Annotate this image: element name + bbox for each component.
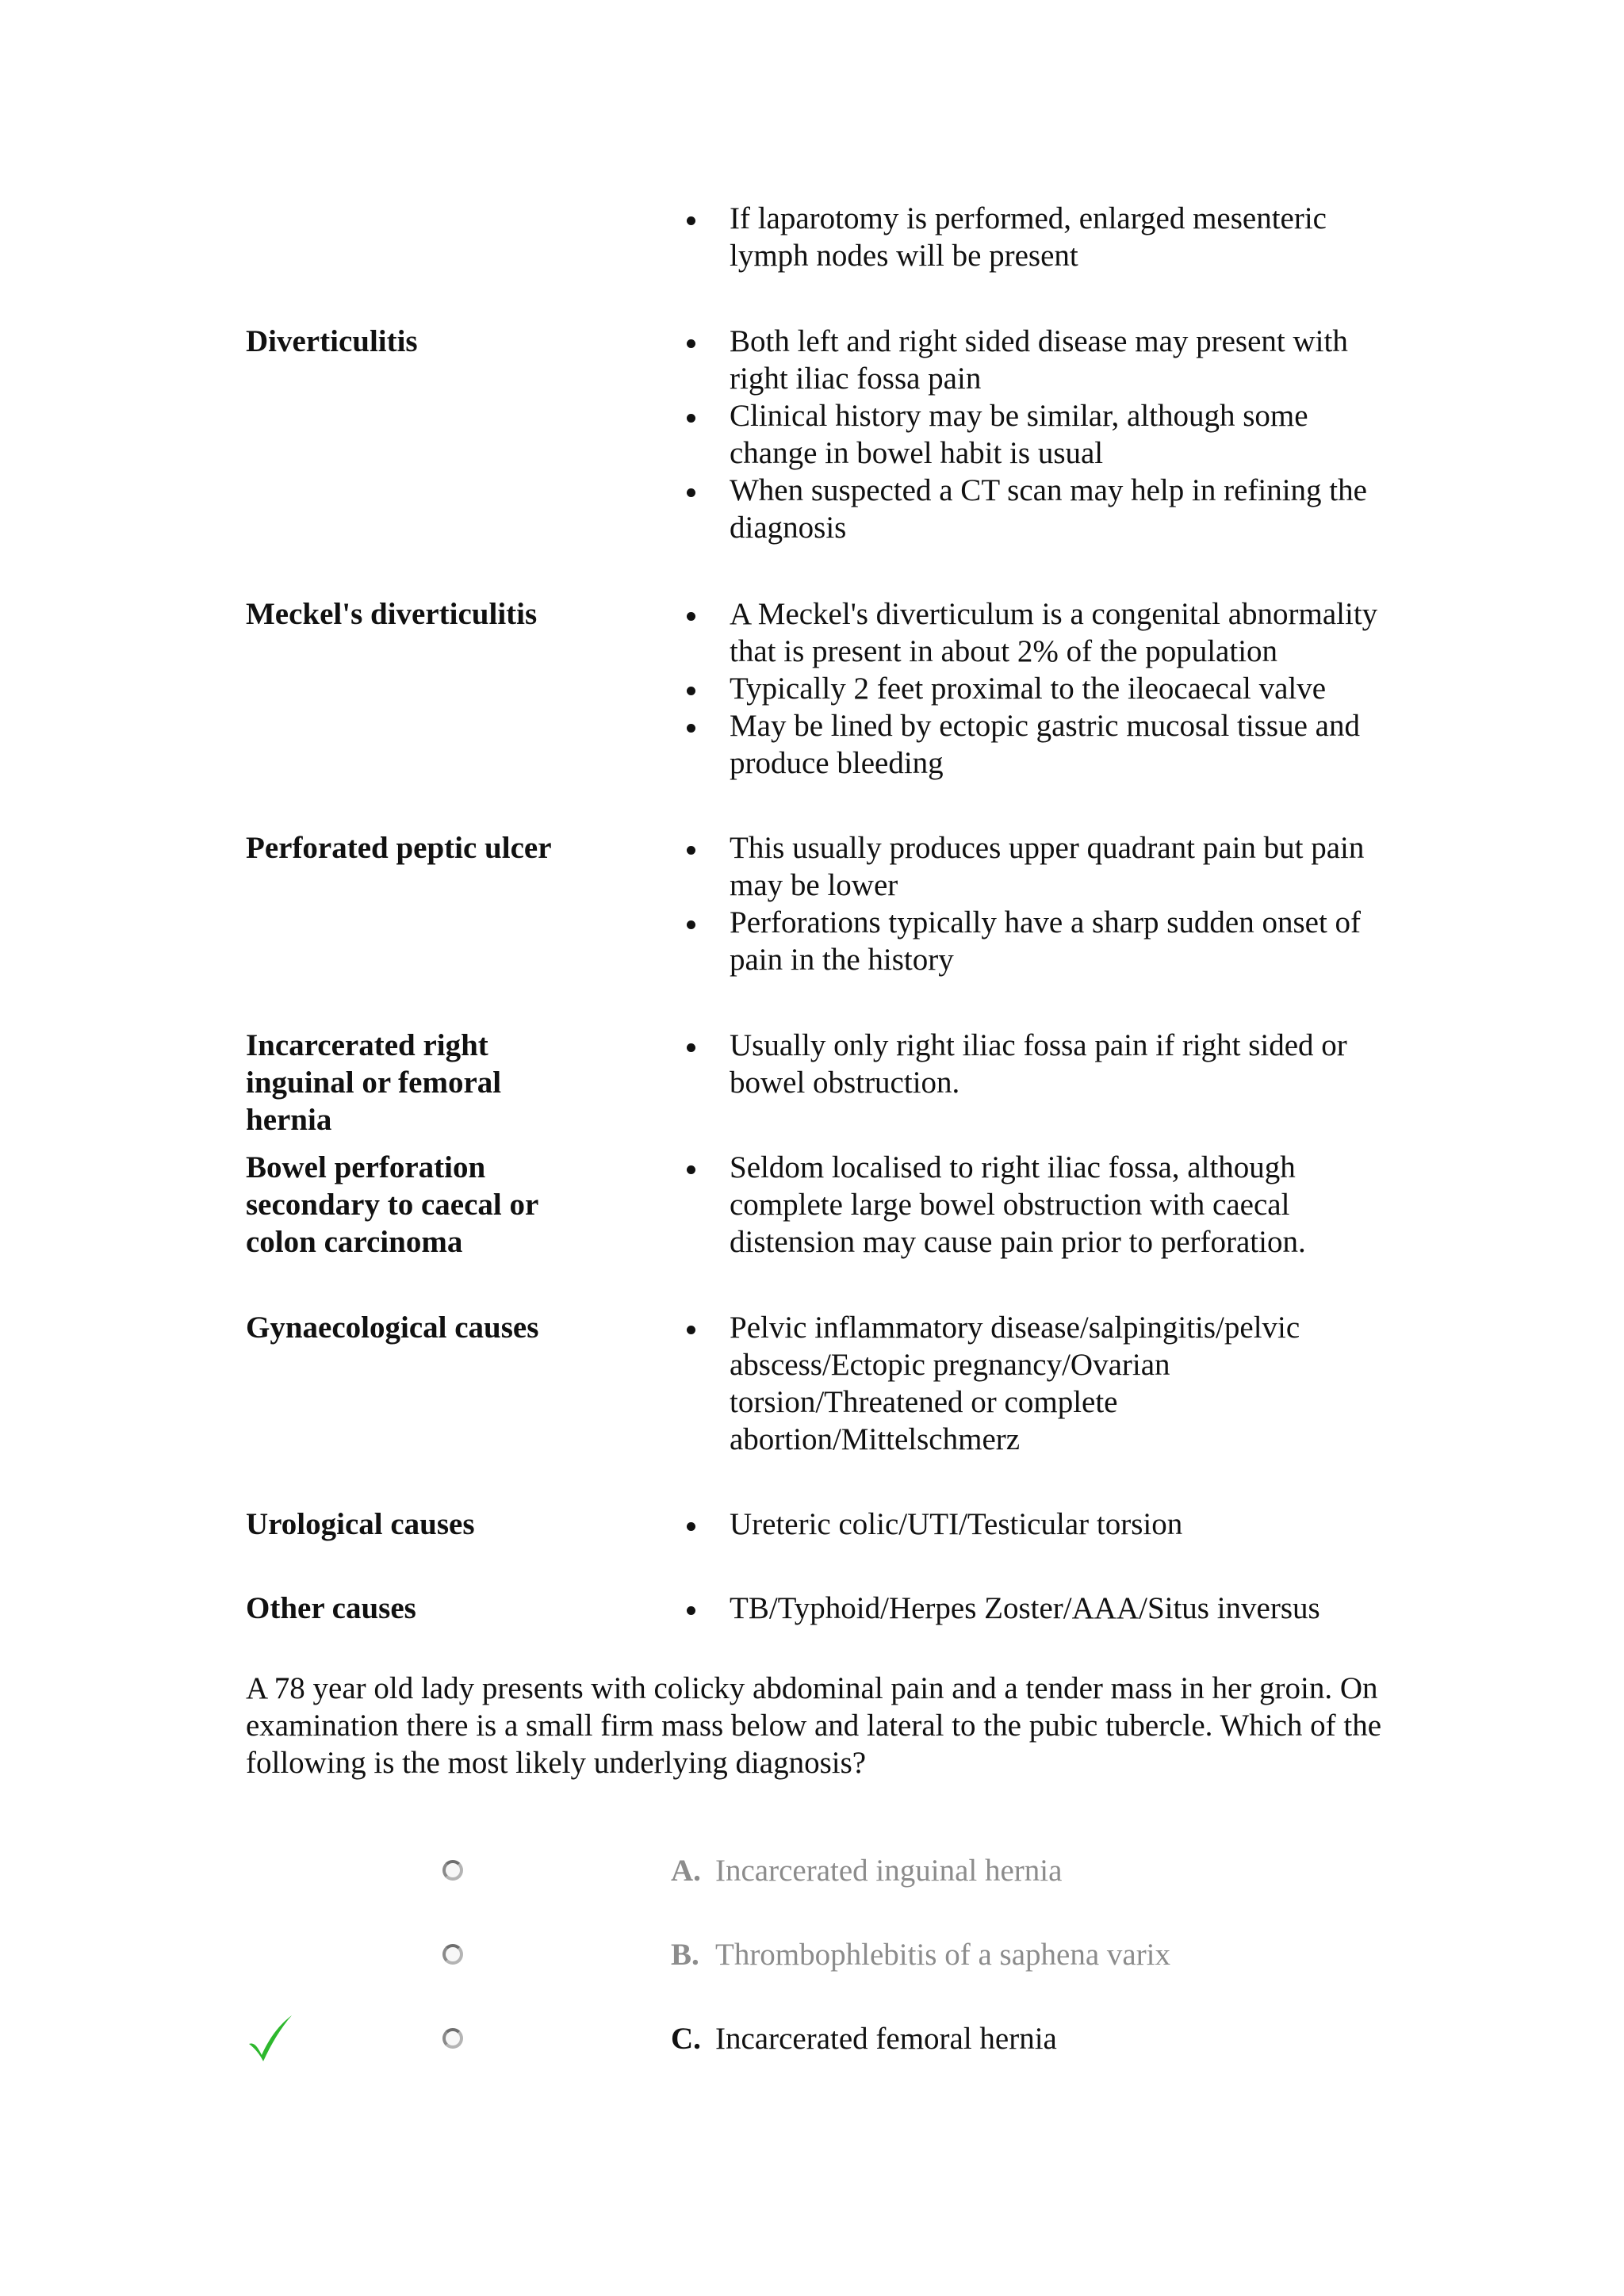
radio-button-icon[interactable] <box>442 1860 463 1881</box>
bullet-list <box>687 1590 1385 1627</box>
cause-label: Meckel's diverticulitis <box>246 597 538 631</box>
bullet-list <box>687 200 1385 274</box>
cause-label: Perforated peptic ulcer <box>246 831 552 865</box>
checkmark-icon <box>246 2014 293 2064</box>
bullet-item: When suspected a CT scan may help in refining the diagnosis <box>687 472 1385 546</box>
bullet-item: Perforations typically have a sharp sudden onset of pain in the history <box>687 904 1385 978</box>
bullet-item: Pelvic inflammatory disease/salpingitis/pelvic abscess/Ectopic pregnancy/Ovarian torsion/Threatened or complete abortion/Mittelschmerz <box>687 1309 1308 1458</box>
option-letter: B. <box>671 1938 699 1972</box>
radio-button-icon[interactable] <box>442 2028 463 2049</box>
bullet-item: If laparotomy is performed, enlarged mesenteric lymph nodes will be present <box>687 200 1385 274</box>
radio-button-icon[interactable] <box>442 1944 463 1965</box>
option-text: Thrombophlebitis of a saphena varix <box>715 1938 1171 1972</box>
bullet-item: Seldom localised to right iliac fossa, although complete large bowel obstruction with caecal distension may cause pain prior to perforation. <box>687 1149 1385 1261</box>
cause-label: Incarcerated right inguinal or femoral hernia <box>246 1028 502 1137</box>
option-text: Incarcerated femoral hernia <box>715 2022 1057 2056</box>
bullet-item: Ureteric colic/UTI/Testicular torsion <box>687 1506 1385 1543</box>
bullet-item: A Meckel's diverticulum is a congenital abnormality that is present in about 2% of the population <box>687 595 1385 670</box>
bullet-item: This usually produces upper quadrant pain but pain may be lower <box>687 829 1385 904</box>
bullet-item: Both left and right sided disease may present with right iliac fossa pain <box>687 323 1385 397</box>
bullet-list <box>687 595 1385 782</box>
option-letter: C. <box>671 2022 701 2056</box>
option-text: Incarcerated inguinal hernia <box>715 1854 1063 1888</box>
answer-option-a[interactable] <box>0 1847 1624 1895</box>
bullet-item: TB/Typhoid/Herpes Zoster/AAA/Situs inversus <box>687 1590 1385 1627</box>
bullet-item: May be lined by ectopic gastric mucosal tissue and produce bleeding <box>687 707 1385 782</box>
bullet-item: Clinical history may be similar, although some change in bowel habit is usual <box>687 397 1385 472</box>
cause-label: Gynaecological causes <box>246 1311 539 1345</box>
bullet-list <box>687 323 1385 546</box>
bullet-list <box>687 1027 1385 1101</box>
bullet-item: Typically 2 feet proximal to the ileocaecal valve <box>687 670 1385 707</box>
question-stem: A 78 year old lady presents with colicky abdominal pain and a tender mass in her groin. On examination there is a small firm mass below and lateral to the pubic tubercle. Which of the following is the most likely underlying diagnosis? <box>246 1671 1382 1780</box>
cause-label: Urological causes <box>246 1507 475 1541</box>
answer-option-b[interactable] <box>0 1931 1624 1979</box>
bullet-list <box>687 1506 1385 1543</box>
answer-option-c[interactable] <box>0 2015 1624 2063</box>
bullet-item: Usually only right iliac fossa pain if right sided or bowel obstruction. <box>687 1027 1385 1101</box>
bullet-list <box>687 1149 1385 1261</box>
cause-label: Bowel perforation secondary to caecal or colon carcinoma <box>246 1150 538 1259</box>
option-letter: A. <box>671 1854 701 1888</box>
cause-label: Diverticulitis <box>246 324 418 358</box>
bullet-list <box>687 829 1385 978</box>
cause-label: Other causes <box>246 1591 416 1625</box>
bullet-list <box>687 1309 1385 1458</box>
